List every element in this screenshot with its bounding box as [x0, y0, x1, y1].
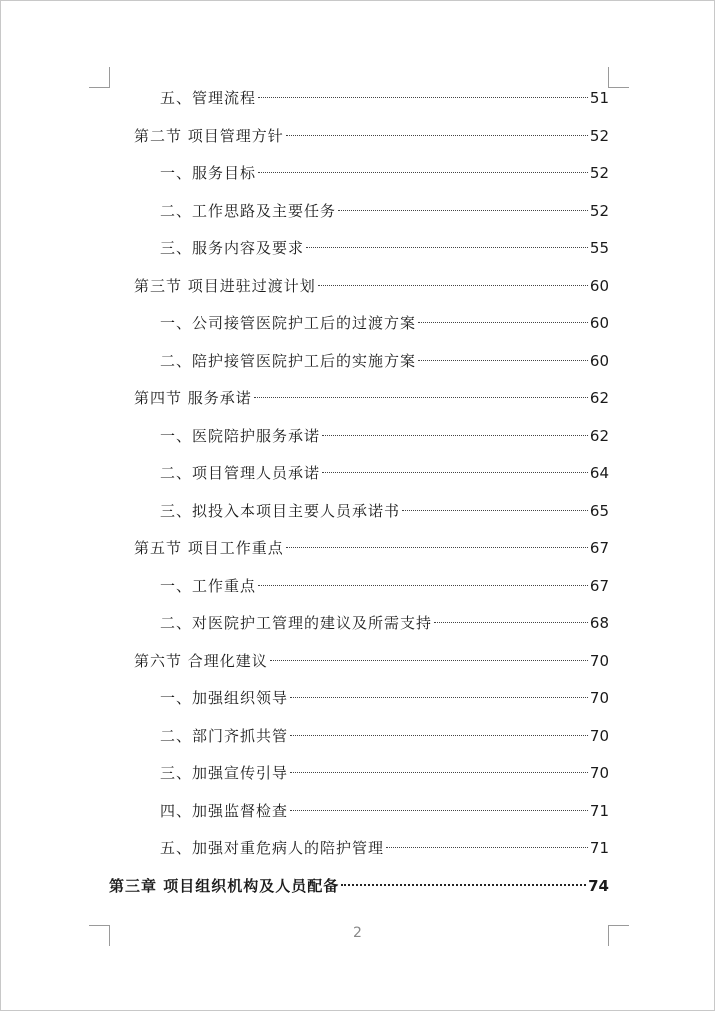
toc-entry[interactable]: [109, 874, 609, 898]
toc-entry-title: 二、陪护接管医院护工后的实施方案: [160, 352, 417, 370]
toc-dot-leader: [290, 772, 588, 773]
toc-entry-title: 一、工作重点: [160, 577, 257, 595]
toc-entry[interactable]: [160, 161, 609, 185]
toc-entry-title: 五、加强对重危病人的陪护管理: [160, 839, 385, 857]
toc-entry[interactable]: [160, 199, 609, 223]
toc-entry[interactable]: [160, 836, 609, 860]
toc-dot-leader: [290, 735, 588, 736]
toc-entry-title: 二、对医院护工管理的建议及所需支持: [160, 614, 433, 632]
toc-dot-leader: [270, 660, 588, 661]
toc-entry-page-number: 62: [589, 389, 609, 407]
toc-dot-leader: [338, 210, 588, 211]
toc-entry[interactable]: [134, 536, 609, 560]
toc-entry[interactable]: [134, 386, 609, 410]
toc-entry[interactable]: [160, 686, 609, 710]
toc-entry[interactable]: [160, 236, 609, 260]
toc-entry-page-number: 55: [589, 239, 609, 257]
toc-entry-page-number: 71: [589, 802, 609, 820]
toc-entry[interactable]: [160, 461, 609, 485]
toc-entry[interactable]: [134, 274, 609, 298]
toc-entry-title: 二、部门齐抓共管: [160, 727, 289, 745]
toc-entry-title: 一、医院陪护服务承诺: [160, 427, 321, 445]
toc-entry-title: 三、服务内容及要求: [160, 239, 305, 257]
toc-entry[interactable]: [160, 574, 609, 598]
toc-entry-page-number: 51: [589, 89, 609, 107]
toc-dot-leader: [306, 247, 588, 248]
toc-entry[interactable]: [134, 124, 609, 148]
toc-dot-leader: [318, 285, 588, 286]
toc-entry-title: 五、管理流程: [160, 89, 257, 107]
toc-entry-page-number: 65: [589, 502, 609, 520]
toc-dot-leader: [341, 884, 586, 886]
toc-entry[interactable]: [160, 499, 609, 523]
toc-entry-page-number: 52: [589, 127, 609, 145]
toc-entry[interactable]: [160, 724, 609, 748]
toc-entry-page-number: 70: [589, 727, 609, 745]
toc-entry-title: 一、加强组织领导: [160, 689, 289, 707]
toc-entry-page-number: 60: [589, 314, 609, 332]
toc-dot-leader: [418, 322, 588, 323]
toc-dot-leader: [258, 585, 588, 586]
toc-entry-title: 二、工作思路及主要任务: [160, 202, 337, 220]
toc-dot-leader: [258, 97, 588, 98]
toc-dot-leader: [418, 360, 588, 361]
toc-entry-page-number: 67: [589, 539, 609, 557]
toc-entry-title: 一、公司接管医院护工后的过渡方案: [160, 314, 417, 332]
toc-entry-page-number: 70: [589, 689, 609, 707]
toc-entry-title: 第四节 服务承诺: [134, 389, 252, 407]
toc-entry[interactable]: [160, 349, 609, 373]
toc-entry-page-number: 74: [588, 877, 609, 895]
toc-entry-title: 二、项目管理人员承诺: [160, 464, 321, 482]
toc-dot-leader: [434, 622, 588, 623]
toc-dot-leader: [386, 847, 588, 848]
toc-entry-title: 一、服务目标: [160, 164, 257, 182]
toc-entry[interactable]: [160, 424, 609, 448]
toc-entry-title: 第三章 项目组织机构及人员配备: [109, 877, 340, 895]
toc-entry-title: 三、加强宣传引导: [160, 764, 289, 782]
toc-entry-page-number: 64: [589, 464, 609, 482]
toc-entry-title: 第六节 合理化建议: [134, 652, 268, 670]
toc-entry-page-number: 71: [589, 839, 609, 857]
toc-entry-page-number: 60: [589, 277, 609, 295]
toc-entry[interactable]: [160, 86, 609, 110]
toc-dot-leader: [402, 510, 588, 511]
toc-entry-page-number: 70: [589, 652, 609, 670]
toc-entry[interactable]: [160, 761, 609, 785]
toc-entry[interactable]: [160, 611, 609, 635]
toc-entry[interactable]: [134, 649, 609, 673]
crop-mark-top-right: [608, 67, 629, 88]
page-number: 2: [353, 925, 362, 941]
toc-entry-page-number: 52: [589, 202, 609, 220]
toc-dot-leader: [286, 547, 588, 548]
toc-dot-leader: [254, 397, 588, 398]
toc-entry[interactable]: [160, 799, 609, 823]
toc-entry-title: 三、拟投入本项目主要人员承诺书: [160, 502, 401, 520]
toc-entry[interactable]: [160, 311, 609, 335]
toc-dot-leader: [322, 472, 588, 473]
toc-dot-leader: [290, 810, 588, 811]
toc-dot-leader: [290, 697, 588, 698]
toc-entry-page-number: 68: [589, 614, 609, 632]
toc-entry-page-number: 67: [589, 577, 609, 595]
toc-dot-leader: [322, 435, 588, 436]
toc-entry-page-number: 52: [589, 164, 609, 182]
toc-entry-title: 第三节 项目进驻过渡计划: [134, 277, 316, 295]
toc-dot-leader: [286, 135, 588, 136]
toc-entry-title: 第二节 项目管理方针: [134, 127, 284, 145]
crop-mark-top-left: [89, 67, 110, 88]
toc-entry-title: 第五节 项目工作重点: [134, 539, 284, 557]
toc-entry-page-number: 62: [589, 427, 609, 445]
toc-entry-page-number: 70: [589, 764, 609, 782]
toc-entry-title: 四、加强监督检查: [160, 802, 289, 820]
toc-dot-leader: [258, 172, 588, 173]
toc-entry-page-number: 60: [589, 352, 609, 370]
